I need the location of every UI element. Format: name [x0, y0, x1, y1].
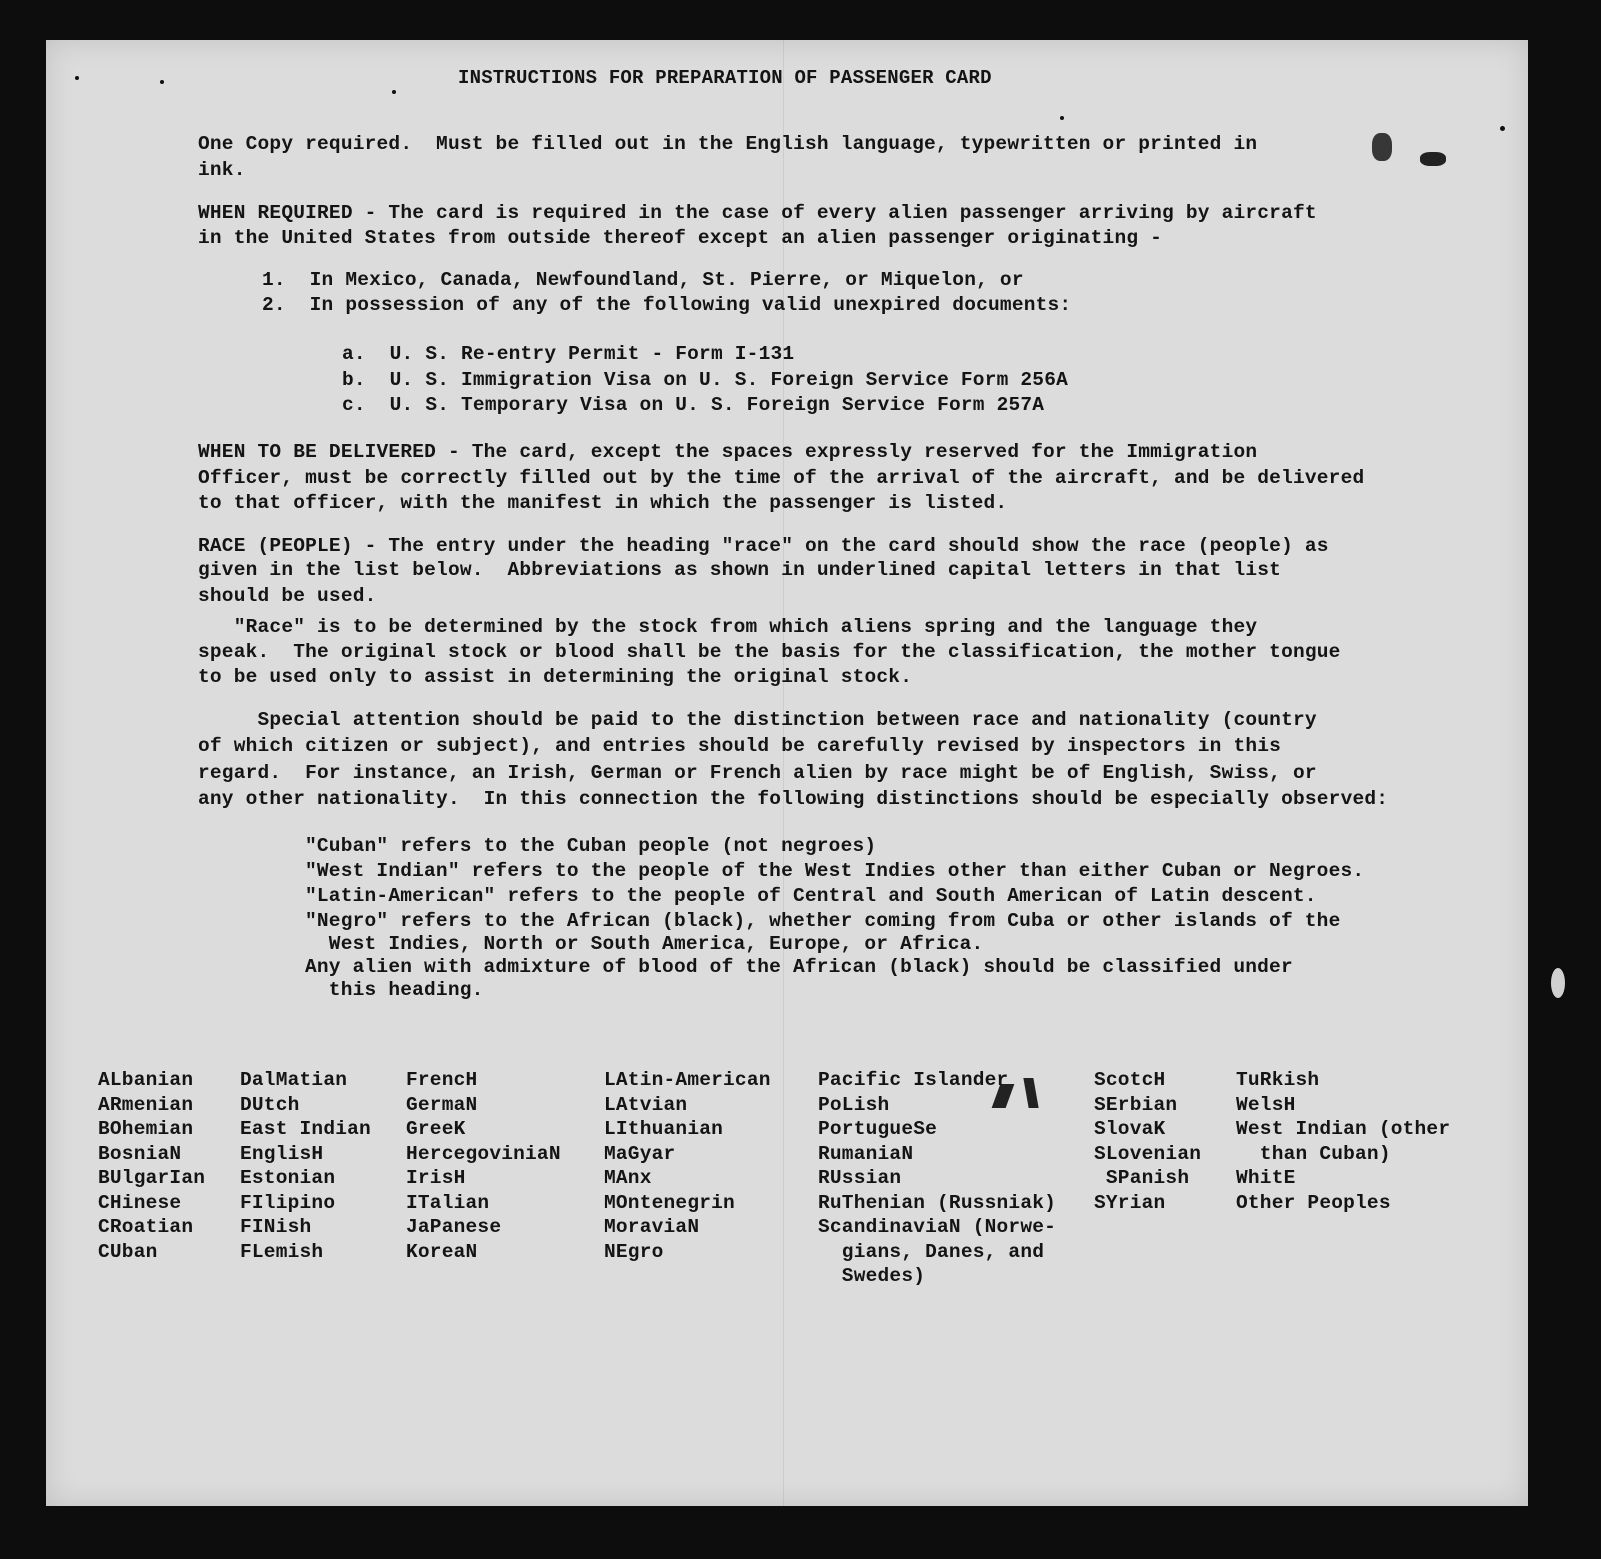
scan-speck [392, 90, 396, 94]
race-column [406, 1068, 561, 1264]
race-entry: CHinese [98, 1191, 182, 1214]
race-definition-line: to be used only to assist in determining the original stock. [198, 666, 913, 688]
race-entry: SYrian [1094, 1191, 1166, 1214]
race-entry: WhitE [1236, 1167, 1296, 1189]
race-column [818, 1068, 1056, 1289]
race-entry: PortugueSe [818, 1118, 938, 1140]
race-entry: LAtin-American [604, 1069, 771, 1091]
race-entry: LIthuanian [604, 1118, 724, 1140]
race-entry: WelsH [1236, 1093, 1296, 1116]
race-entry: RumaniaN [818, 1142, 914, 1165]
race-definition-line: speak. The original stock or blood shall be the basis for the classification, the mother tongue [198, 641, 1341, 663]
special-attention-line: regard. For instance, an Irish, German or French alien by race might be of English, Swiss, or [198, 762, 1317, 784]
distinction-line: Any alien with admixture of blood of the African (black) should be classified under [305, 956, 1293, 978]
race-entry: LAtvian [604, 1093, 688, 1116]
when-delivered-line: Officer, must be correctly filled out by the time of the arrival of the aircraft, and be delivered [198, 467, 1365, 489]
race-entry: ARmenian [98, 1093, 194, 1116]
race-entry: GermaN [406, 1093, 478, 1116]
distinction-line: "Negro" refers to the African (black), whether coming from Cuba or other islands of the [305, 910, 1341, 932]
intro-line: One Copy required. Must be filled out in the English language, typewritten or printed in [198, 133, 1258, 155]
race-entry: Swedes) [818, 1265, 926, 1287]
race-people-line: RACE (PEOPLE) - The entry under the heading "race" on the card should show the race (people) as [198, 535, 1329, 557]
race-entry: RuThenian (Russniak) [818, 1191, 1057, 1214]
when-delivered-line: WHEN TO BE DELIVERED - The card, except the spaces expressly reserved for the Immigration [198, 441, 1258, 463]
race-entry: PoLish [818, 1093, 890, 1116]
race-entry: FLemish [240, 1240, 324, 1263]
race-entry: MoraviaN [604, 1216, 700, 1238]
race-entry: FINish [240, 1216, 312, 1238]
race-entry: SLovenian [1094, 1142, 1202, 1165]
race-entry: FrencH [406, 1069, 478, 1091]
special-attention-line: of which citizen or subject), and entries should be carefully revised by inspectors in this [198, 735, 1282, 757]
race-entry: gians, Danes, and [818, 1240, 1045, 1263]
race-entry: MAnx [604, 1167, 652, 1189]
race-column [1094, 1068, 1201, 1215]
race-entry: ALbanian [98, 1069, 194, 1091]
race-entry: than Cuban) [1236, 1142, 1391, 1165]
distinction-line: "Cuban" refers to the Cuban people (not negroes) [305, 835, 877, 857]
race-column [604, 1068, 771, 1264]
race-people-line: should be used. [198, 585, 377, 607]
race-entry: ScandinaviaN (Norwe- [818, 1216, 1057, 1238]
distinction-line: this heading. [305, 979, 484, 1001]
race-column [1236, 1068, 1450, 1215]
race-entry: RUssian [818, 1167, 902, 1189]
race-entry: HercegoviniaN [406, 1142, 561, 1165]
numbered-item: 2. In possession of any of the following valid unexpired documents: [262, 294, 1072, 316]
race-entry: DUtch [240, 1093, 300, 1116]
race-entry: MaGyar [604, 1142, 676, 1165]
race-entry: ScotcH [1094, 1069, 1166, 1091]
ink-smudge [1420, 152, 1446, 166]
race-column [98, 1068, 205, 1264]
lettered-item: b. U. S. Immigration Visa on U. S. Foreign Service Form 256A [342, 369, 1069, 391]
race-entry: Other Peoples [1236, 1191, 1391, 1214]
race-definition-line: "Race" is to be determined by the stock from which aliens spring and the language they [198, 616, 1258, 638]
ink-smudge [1551, 968, 1565, 998]
scan-speck [75, 76, 79, 80]
lettered-item: c. U. S. Temporary Visa on U. S. Foreign Service Form 257A [342, 394, 1045, 416]
race-entry: SErbian [1094, 1093, 1178, 1116]
race-entry: FIlipino [240, 1191, 336, 1214]
ink-smudge [1372, 133, 1392, 161]
race-entry: West Indian (other [1236, 1118, 1451, 1140]
race-entry: DalMatian [240, 1069, 348, 1091]
scan-speck [1060, 116, 1064, 120]
race-entry: TuRkish [1236, 1069, 1320, 1091]
race-people-line: given in the list below. Abbreviations as shown in underlined capital letters in that list [198, 559, 1282, 581]
intro-line: ink. [198, 159, 246, 181]
race-entry: BosniaN [98, 1142, 182, 1165]
distinction-line: "West Indian" refers to the people of the West Indies other than either Cuban or Negroes. [305, 860, 1365, 882]
race-entry: JaPanese [406, 1216, 502, 1238]
race-entry: BOhemian [98, 1118, 194, 1140]
lettered-item: a. U. S. Re-entry Permit - Form I-131 [342, 343, 795, 365]
race-entry: KoreaN [406, 1240, 478, 1263]
race-entry: EnglisH [240, 1142, 324, 1165]
when-required-line: WHEN REQUIRED - The card is required in the case of every alien passenger arriving by aircraft [198, 202, 1317, 224]
race-entry: Estonian [240, 1167, 336, 1189]
when-required-line: in the United States from outside thereof except an alien passenger originating - [198, 227, 1163, 249]
distinction-line: West Indies, North or South America, Europe, or Africa. [305, 933, 984, 955]
when-delivered-line: to that officer, with the manifest in which the passenger is listed. [198, 492, 1008, 514]
page-title: INSTRUCTIONS FOR PREPARATION OF PASSENGER CARD [458, 67, 992, 89]
scan-speck [160, 80, 164, 84]
distinction-line: "Latin-American" refers to the people of Central and South American of Latin descent. [305, 885, 1317, 907]
special-attention-line: Special attention should be paid to the distinction between race and nationality (country [198, 709, 1317, 731]
race-entry: IrisH [406, 1167, 466, 1189]
race-entry: BUlgarIan [98, 1167, 206, 1189]
numbered-item: 1. In Mexico, Canada, Newfoundland, St. Pierre, or Miquelon, or [262, 269, 1024, 291]
race-entry: ITalian [406, 1191, 490, 1214]
race-entry: MOntenegrin [604, 1191, 735, 1214]
race-entry: SPanish [1094, 1167, 1190, 1189]
scan-speck [1500, 126, 1505, 131]
race-entry: East Indian [240, 1118, 371, 1140]
race-entry: GreeK [406, 1118, 466, 1140]
race-entry: Pacific Islander [818, 1069, 1009, 1091]
race-entry: NEgro [604, 1240, 664, 1263]
race-entry: CUban [98, 1240, 158, 1263]
race-column [240, 1068, 371, 1264]
race-entry: SlovaK [1094, 1118, 1166, 1140]
special-attention-line: any other nationality. In this connection the following distinctions should be especially observed: [198, 788, 1389, 810]
race-entry: CRoatian [98, 1216, 194, 1238]
